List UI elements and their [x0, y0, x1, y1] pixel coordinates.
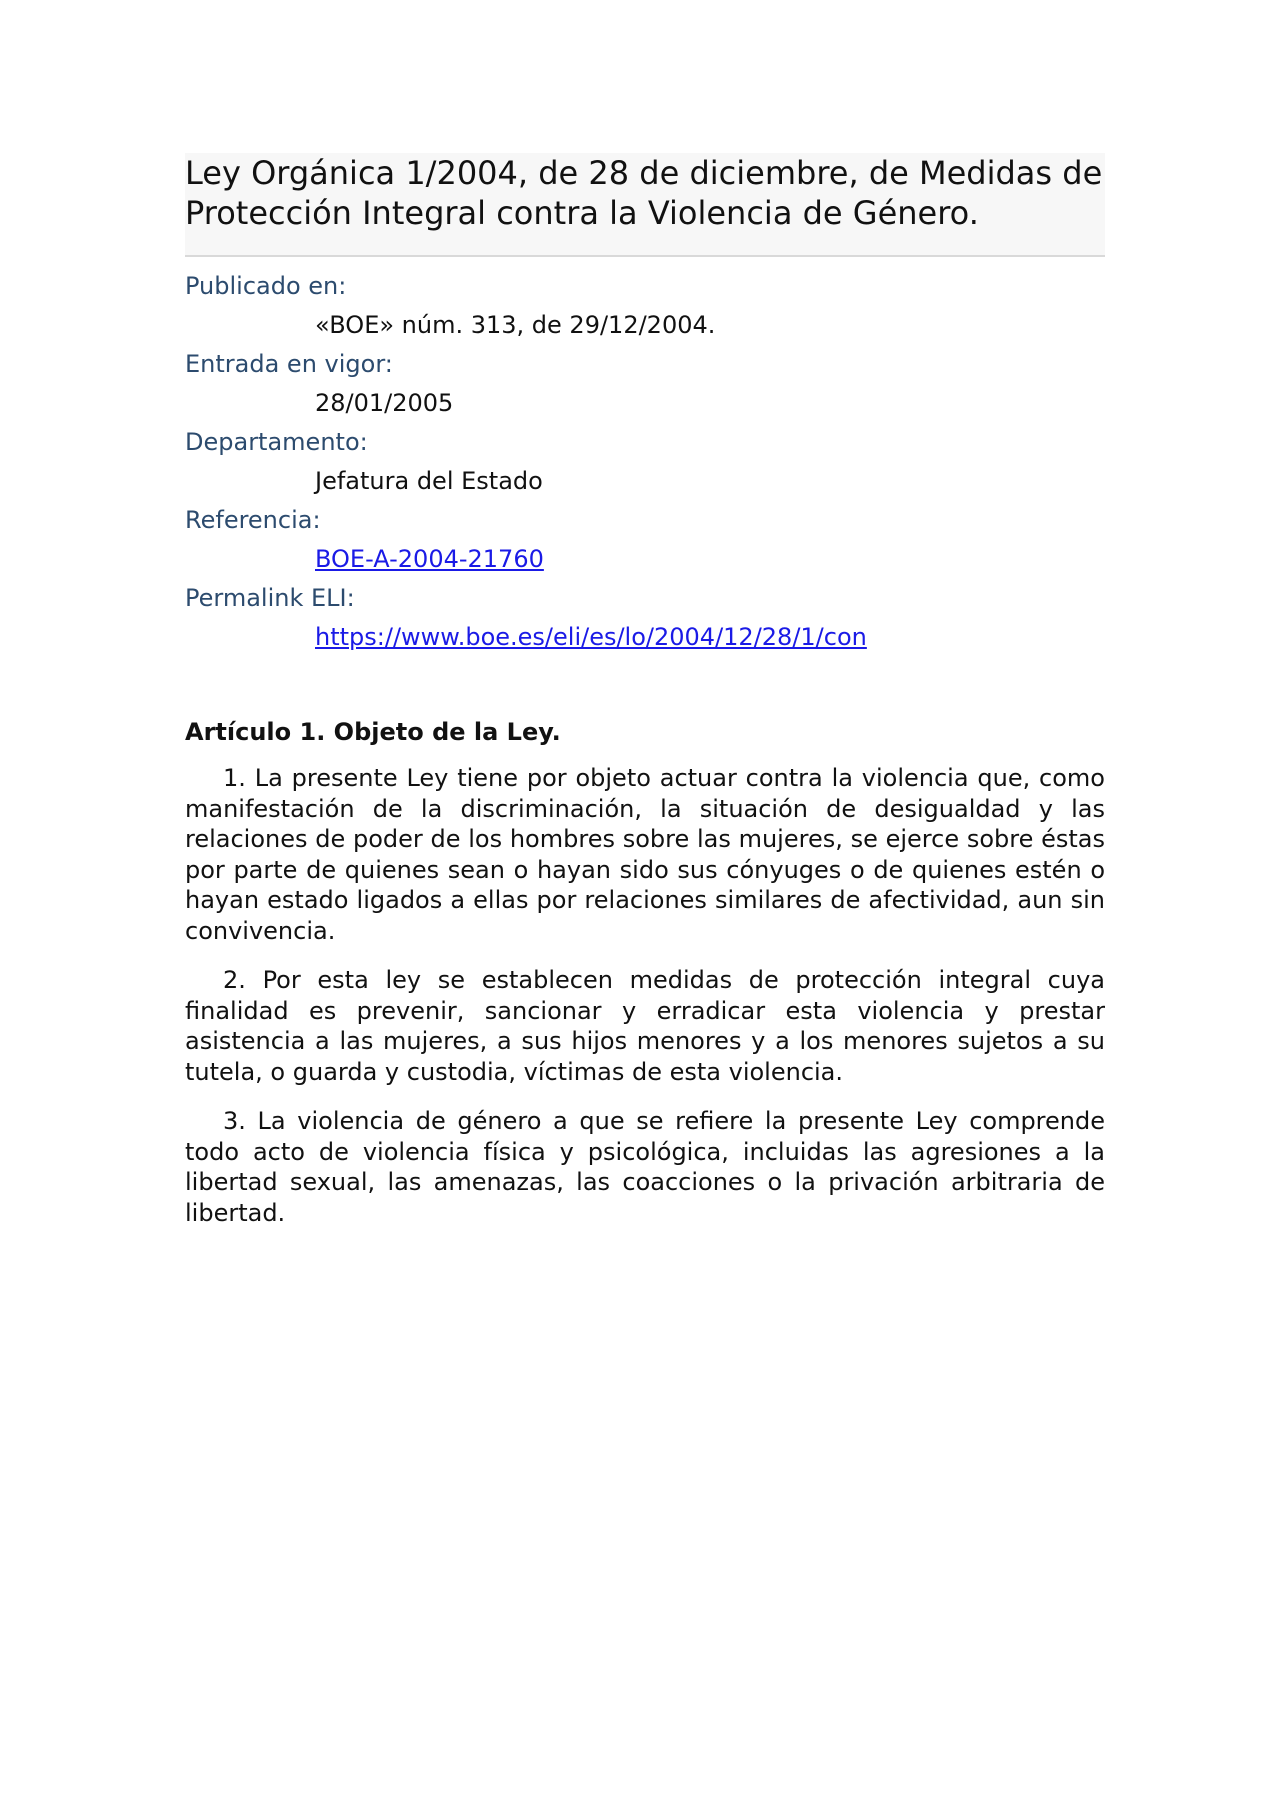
permalink-link[interactable]: https://www.boe.es/eli/es/lo/2004/12/28/1/con: [315, 623, 867, 651]
department-label: Departamento:: [185, 428, 368, 456]
metadata-list: [185, 267, 1105, 657]
permalink-label: Permalink ELI:: [185, 584, 355, 612]
document-page: [185, 153, 1105, 1247]
article-paragraph: 1. La presente Ley tiene por objeto actuar contra la violencia que, como manifestación de la discriminación, la situación de desigualdad y las relaciones de poder de los hombres sobre las mujeres, se ejerce sobre éstas por parte de quienes sean o hayan sido sus cónyuges o de quienes estén o hayan estado ligados a ellas por relaciones similares de afectividad, aun sin convivencia.: [185, 764, 1105, 945]
department-value: Jefatura del Estado: [315, 467, 543, 495]
published-label: Publicado en:: [185, 272, 347, 300]
reference-label: Referencia:: [185, 506, 321, 534]
title-block: [185, 153, 1105, 257]
reference-value-container: [315, 540, 1105, 579]
document-title: Ley Orgánica 1/2004, de 28 de diciembre, de Medidas de Protección Integral contra la Violencia de Género.: [185, 154, 1103, 232]
reference-link[interactable]: BOE-A-2004-21760: [315, 545, 544, 573]
article-paragraph: 3. La violencia de género a que se refiere la presente Ley comprende todo acto de violencia física y psicológica, incluidas las agresiones a la libertad sexual, las amenazas, las coacciones o la privación arbitraria de libertad.: [185, 1107, 1105, 1227]
article-paragraph: 2. Por esta ley se establecen medidas de protección integral cuya finalidad es prevenir, sancionar y erradicar esta violencia y prestar asistencia a las mujeres, a sus hijos menores y a los menores sujetos a su tutela, o guarda y custodia, víctimas de esta violencia.: [185, 966, 1105, 1086]
article-section: [185, 717, 1105, 1228]
entry-into-force-value: 28/01/2005: [315, 389, 454, 417]
published-value: «BOE» núm. 313, de 29/12/2004.: [315, 311, 716, 339]
permalink-value-container: [315, 618, 1105, 657]
article-title: Artículo 1. Objeto de la Ley.: [185, 718, 561, 746]
entry-into-force-label: Entrada en vigor:: [185, 350, 393, 378]
